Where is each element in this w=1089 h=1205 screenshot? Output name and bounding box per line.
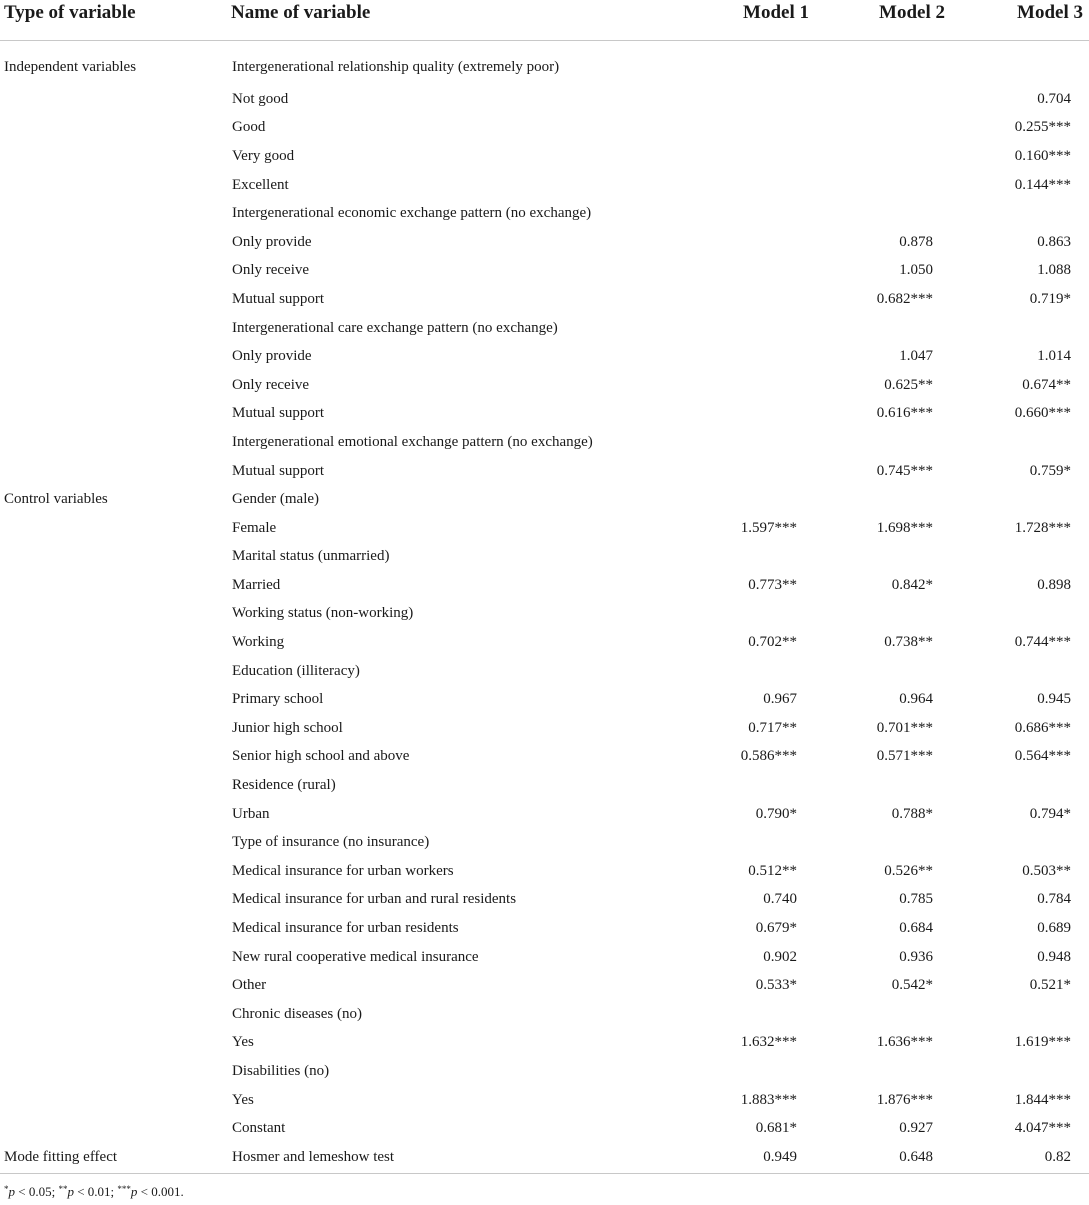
row-model-1 [678, 228, 815, 257]
row-type [0, 400, 231, 429]
row-variable-name: Yes [232, 1034, 254, 1051]
row-variable-name: Only receive [232, 262, 310, 279]
table-row [0, 400, 1089, 429]
row-model-3: 0.945 [1037, 691, 1071, 708]
row-variable-name: Medical insurance for urban workers [232, 862, 454, 879]
row-type [0, 628, 231, 657]
row-model-2: 0.788* [891, 805, 933, 822]
row-model-2 [815, 428, 951, 457]
row-variable-name: Disabilities (no) [232, 1062, 330, 1079]
row-type [0, 1086, 231, 1115]
row-model-1: 0.512** [748, 862, 797, 879]
header-name: Name of variable [231, 0, 678, 41]
row-model-2 [815, 41, 951, 86]
row-model-1 [678, 828, 815, 857]
table-row [0, 1143, 1089, 1174]
row-variable-name: Only provide [232, 348, 312, 365]
row-model-1 [678, 371, 815, 400]
table-row [0, 485, 1089, 514]
row-model-3: 4.047*** [1014, 1120, 1071, 1137]
table-row [0, 571, 1089, 600]
row-model-1 [678, 428, 815, 457]
row-variable-name: Marital status (unmarried) [232, 548, 390, 565]
row-model-3: 0.689 [1037, 920, 1071, 937]
row-model-3 [951, 485, 1089, 514]
row-model-2 [815, 828, 951, 857]
table-row [0, 828, 1089, 857]
table-footnote: *p < 0.05; **p < 0.01; ***p < 0.001. [4, 1183, 184, 1199]
row-variable-name: Not good [232, 90, 289, 107]
row-model-1 [678, 1000, 815, 1029]
row-type [0, 85, 231, 114]
header-type: Type of variable [0, 0, 231, 41]
row-variable-name: Mutual support [232, 405, 325, 422]
table-row [0, 714, 1089, 743]
row-variable-name: Only provide [232, 233, 312, 250]
row-model-3: 0.744*** [1014, 634, 1071, 651]
row-type [0, 571, 231, 600]
row-model-3: 0.503** [1022, 862, 1071, 879]
row-model-2: 0.745*** [876, 462, 933, 479]
row-variable-name: Constant [232, 1120, 286, 1137]
row-variable-name: Intergenerational emotional exchange pattern (no exchange) [232, 433, 593, 450]
row-model-3: 1.014 [1037, 348, 1071, 365]
row-variable-name: Good [232, 119, 266, 136]
row-variable-name: Medical insurance for urban and rural residents [232, 891, 517, 908]
row-model-3: 0.660*** [1014, 405, 1071, 422]
row-model-3: 1.844*** [1014, 1091, 1071, 1108]
row-model-1: 0.902 [763, 948, 797, 965]
row-model-2: 0.936 [899, 948, 933, 965]
row-model-1: 0.773** [748, 576, 797, 593]
table-row [0, 428, 1089, 457]
row-model-1: 0.702** [748, 634, 797, 651]
row-model-3: 0.794* [1029, 805, 1071, 822]
row-model-1: 1.597*** [740, 519, 797, 536]
row-model-3: 0.160*** [1014, 147, 1071, 164]
row-type [0, 914, 231, 943]
row-model-2 [815, 142, 951, 171]
row-type [0, 171, 231, 200]
row-model-1 [678, 485, 815, 514]
table-row [0, 199, 1089, 228]
row-model-3: 0.564*** [1014, 748, 1071, 765]
row-model-3 [951, 1057, 1089, 1086]
row-model-3: 0.144*** [1014, 176, 1071, 193]
row-model-1: 0.790* [755, 805, 797, 822]
row-model-3: 0.863 [1037, 233, 1071, 250]
row-model-2 [815, 543, 951, 572]
row-type [0, 257, 231, 286]
row-model-3: 0.255*** [1014, 119, 1071, 136]
table-row [0, 371, 1089, 400]
row-variable-name: New rural cooperative medical insurance [232, 948, 479, 965]
row-model-3: 0.948 [1037, 948, 1071, 965]
row-model-2: 0.542* [891, 977, 933, 994]
row-variable-name: Other [232, 977, 267, 994]
row-model-1 [678, 400, 815, 429]
row-model-2 [815, 85, 951, 114]
row-variable-name: Intergenerational relationship quality (extremely poor) [232, 58, 560, 75]
table-row [0, 41, 1089, 86]
row-model-1 [678, 114, 815, 143]
row-model-1 [678, 285, 815, 314]
row-model-2: 0.785 [899, 891, 933, 908]
row-model-2: 0.571*** [876, 748, 933, 765]
row-type [0, 114, 231, 143]
table-row [0, 514, 1089, 543]
row-model-3 [951, 41, 1089, 86]
row-model-1 [678, 314, 815, 343]
row-model-3 [951, 428, 1089, 457]
row-model-3: 0.521* [1029, 977, 1071, 994]
row-variable-name: Education (illiteracy) [232, 662, 360, 679]
row-model-1: 0.586*** [740, 748, 797, 765]
row-model-2 [815, 771, 951, 800]
row-variable-name: Hosmer and lemeshow test [231, 1143, 678, 1174]
row-model-2: 0.682*** [876, 290, 933, 307]
row-type [0, 199, 231, 228]
row-variable-name: Very good [232, 147, 295, 164]
table-row [0, 657, 1089, 686]
row-model-3 [951, 543, 1089, 572]
header-model-3: Model 3 [951, 0, 1089, 41]
row-model-1 [678, 1057, 815, 1086]
row-type [0, 771, 231, 800]
row-model-2: 0.526** [884, 862, 933, 879]
table-row [0, 342, 1089, 371]
row-type [0, 1029, 231, 1058]
row-type [0, 600, 231, 629]
row-variable-name: Primary school [232, 691, 324, 708]
row-model-2: 0.842* [891, 576, 933, 593]
row-type [0, 457, 231, 486]
row-type: Independent variables [4, 58, 137, 75]
row-model-3 [951, 199, 1089, 228]
row-type: Mode fitting effect [0, 1143, 231, 1174]
row-model-3: 0.82 [951, 1143, 1089, 1174]
row-type [0, 971, 231, 1000]
row-type [0, 285, 231, 314]
row-type [0, 1114, 231, 1143]
row-model-2 [815, 485, 951, 514]
row-model-2: 0.648 [815, 1143, 951, 1174]
table-row [0, 85, 1089, 114]
row-model-1: 1.883*** [740, 1091, 797, 1108]
row-model-3: 0.719* [1029, 290, 1071, 307]
header-model-2: Model 2 [815, 0, 951, 41]
row-type [0, 714, 231, 743]
row-variable-name: Junior high school [232, 719, 343, 736]
row-model-1 [678, 171, 815, 200]
table-row [0, 285, 1089, 314]
row-model-1 [678, 657, 815, 686]
row-model-2 [815, 114, 951, 143]
table-row [0, 1000, 1089, 1029]
row-model-3: 1.088 [1037, 262, 1071, 279]
row-type [0, 342, 231, 371]
row-model-1 [678, 85, 815, 114]
table-row [0, 1086, 1089, 1115]
row-type [0, 657, 231, 686]
row-variable-name: Senior high school and above [232, 748, 410, 765]
row-model-3: 0.784 [1037, 891, 1071, 908]
row-model-2: 0.927 [899, 1120, 933, 1137]
table-row [0, 600, 1089, 629]
row-model-1: 0.740 [763, 891, 797, 908]
row-variable-name: Intergenerational care exchange pattern (no exchange) [232, 319, 558, 336]
table-row [0, 943, 1089, 972]
row-type [0, 314, 231, 343]
table-row [0, 971, 1089, 1000]
row-model-2 [815, 600, 951, 629]
row-type [0, 371, 231, 400]
row-type [0, 428, 231, 457]
row-model-2: 0.701*** [876, 719, 933, 736]
row-model-1 [678, 342, 815, 371]
row-model-2: 0.616*** [876, 405, 933, 422]
table-row [0, 314, 1089, 343]
table-row [0, 1057, 1089, 1086]
row-variable-name: Type of insurance (no insurance) [232, 834, 430, 851]
row-model-1 [678, 457, 815, 486]
row-model-1 [678, 771, 815, 800]
row-type [0, 800, 231, 829]
row-model-1: 1.632*** [740, 1034, 797, 1051]
table-body [0, 41, 1089, 1174]
row-variable-name: Married [232, 576, 281, 593]
table-row [0, 771, 1089, 800]
row-variable-name: Gender (male) [232, 491, 320, 508]
row-model-2: 1.636*** [876, 1034, 933, 1051]
table-row [0, 228, 1089, 257]
table-row [0, 1114, 1089, 1143]
row-model-1: 0.967 [763, 691, 797, 708]
row-model-2 [815, 199, 951, 228]
row-variable-name: Intergenerational economic exchange pattern (no exchange) [232, 205, 592, 222]
header-row [0, 0, 1089, 41]
row-type: Control variables [4, 491, 108, 508]
row-variable-name: Medical insurance for urban residents [232, 920, 459, 937]
row-model-3 [951, 828, 1089, 857]
row-model-2: 1.050 [899, 262, 933, 279]
row-model-2: 0.878 [899, 233, 933, 250]
row-model-1: 0.533* [755, 977, 797, 994]
row-model-2: 1.047 [899, 348, 933, 365]
row-model-1 [678, 600, 815, 629]
row-model-2 [815, 314, 951, 343]
row-model-2 [815, 1057, 951, 1086]
table-row [0, 1029, 1089, 1058]
row-variable-name: Chronic diseases (no) [232, 1005, 362, 1022]
row-type [0, 1000, 231, 1029]
table-row [0, 743, 1089, 772]
row-model-2 [815, 171, 951, 200]
row-model-2: 0.738** [884, 634, 933, 651]
row-model-1 [678, 142, 815, 171]
row-model-3: 0.759* [1029, 462, 1071, 479]
row-type [0, 857, 231, 886]
table-row [0, 114, 1089, 143]
table-row [0, 543, 1089, 572]
row-variable-name: Residence (rural) [232, 777, 336, 794]
table-row [0, 257, 1089, 286]
row-model-2: 1.876*** [876, 1091, 933, 1108]
row-variable-name: Mutual support [232, 462, 325, 479]
table-row [0, 914, 1089, 943]
row-model-3 [951, 1000, 1089, 1029]
row-type [0, 886, 231, 915]
row-model-1: 0.717** [748, 719, 797, 736]
table-row [0, 457, 1089, 486]
row-variable-name: Working status (non-working) [232, 605, 414, 622]
row-model-1 [678, 199, 815, 228]
row-variable-name: Only receive [232, 376, 310, 393]
row-model-2: 0.625** [884, 376, 933, 393]
row-model-2 [815, 1000, 951, 1029]
row-type [0, 142, 231, 171]
row-model-3: 0.898 [1037, 576, 1071, 593]
row-model-1: 0.681* [755, 1120, 797, 1137]
row-variable-name: Excellent [232, 176, 289, 193]
row-model-3 [951, 771, 1089, 800]
row-model-1: 0.679* [755, 920, 797, 937]
row-model-2: 0.964 [899, 691, 933, 708]
row-model-3 [951, 657, 1089, 686]
table-row [0, 886, 1089, 915]
row-variable-name: Female [232, 519, 277, 536]
row-variable-name: Urban [232, 805, 270, 822]
row-variable-name: Yes [232, 1091, 254, 1108]
row-variable-name: Working [232, 634, 285, 651]
row-variable-name: Mutual support [232, 290, 325, 307]
row-model-3: 1.619*** [1014, 1034, 1071, 1051]
row-model-3: 1.728*** [1014, 519, 1071, 536]
header-model-1: Model 1 [678, 0, 815, 41]
row-model-3: 0.686*** [1014, 719, 1071, 736]
table-row [0, 857, 1089, 886]
row-type [0, 1057, 231, 1086]
table-row [0, 800, 1089, 829]
row-model-1 [678, 543, 815, 572]
row-type [0, 943, 231, 972]
row-model-2: 1.698*** [876, 519, 933, 536]
row-model-2: 0.684 [899, 920, 933, 937]
table-row [0, 142, 1089, 171]
table-row [0, 685, 1089, 714]
row-model-1 [678, 257, 815, 286]
row-model-3: 0.704 [1037, 90, 1071, 107]
row-model-2 [815, 657, 951, 686]
row-type [0, 743, 231, 772]
row-type [0, 228, 231, 257]
row-model-3 [951, 314, 1089, 343]
row-model-3: 0.674** [1022, 376, 1071, 393]
row-type [0, 514, 231, 543]
row-type [0, 685, 231, 714]
table-row [0, 628, 1089, 657]
row-type [0, 828, 231, 857]
row-model-1: 0.949 [678, 1143, 815, 1174]
row-type [0, 543, 231, 572]
row-model-1 [678, 41, 815, 86]
table-row [0, 171, 1089, 200]
row-model-3 [951, 600, 1089, 629]
